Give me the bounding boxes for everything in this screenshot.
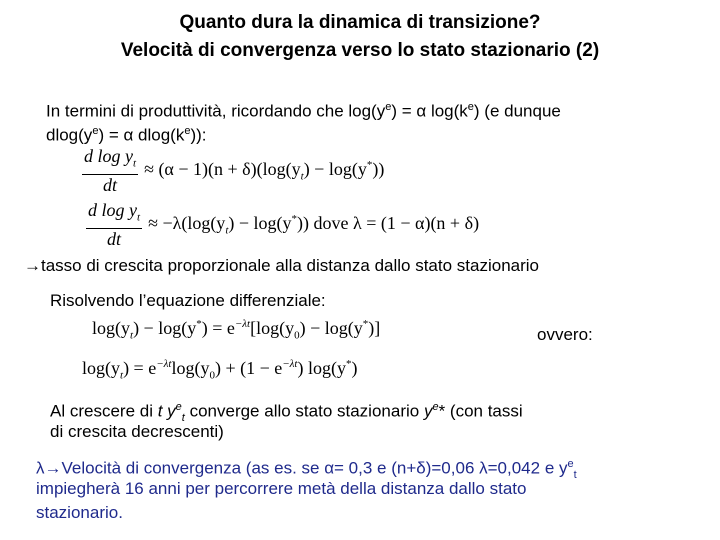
example-line3: stazionario. <box>36 503 123 522</box>
eq2-fraction: $\frac{d \log y_t}{dt}$ <box>88 200 141 249</box>
example-line1: λ→Velocità di convergenza (as es. se α= 0,3 e (n+δ)=0,06 λ=0,042 e $y^e_t$ <box>36 458 577 482</box>
equation-2: $\frac{d \log y_t}{dt}$ ≈ $-\lambda(\log(y_t) - \log(y^*))$ dove λ = (1 − α)(n + δ) <box>88 200 480 249</box>
eq1-fraction: $\frac{d \log y_t}{dt}$ <box>84 146 137 195</box>
solving-text: Risolvendo l’equazione differenziale: <box>50 291 326 310</box>
slide-title-line1: Quanto dura la dinamica di transizione? <box>179 12 541 33</box>
example-line2: impiegherà 16 anni per percorrere metà della distanza dallo stato <box>36 479 527 498</box>
equation-1: $\frac{d \log y_t}{dt}$ ≈ $(\alpha - 1)(n + \delta)(\log(y_t) - \log(y^*))$ <box>84 146 385 195</box>
ovvero-text: ovvero: <box>537 325 593 344</box>
growth-line2: di crescita decrescenti) <box>50 422 224 441</box>
intro-line2: $dlog(y^e) = \alpha$ $dlog(k^e)$): <box>46 125 207 145</box>
growth-line1: Al crescere di t $y^e_t$ converge allo stato stazionario $y^e*$ (con tassi <box>50 401 523 425</box>
slide-title-line2: Velocità di convergenza verso lo stato stazionario (2) <box>120 40 600 61</box>
equation-3: $\log(y_t) - \log(y^*) = e^{-\lambda t}[\log(y_0) - \log(y^*)]$ <box>92 318 381 342</box>
intro-line1: In termini di produttività, ricordando che $\log(y^e) = \alpha$ $\log(k^e)$ (e dunque <box>46 101 561 121</box>
rate-proportional-text: →tasso di crescita proporzionale alla distanza dallo stato stazionario <box>24 256 539 275</box>
equation-4: $\log(y_t) = e^{-\lambda t}\log(y_0) + (1 - e^{-\lambda t})$ log(y*) <box>82 358 358 382</box>
